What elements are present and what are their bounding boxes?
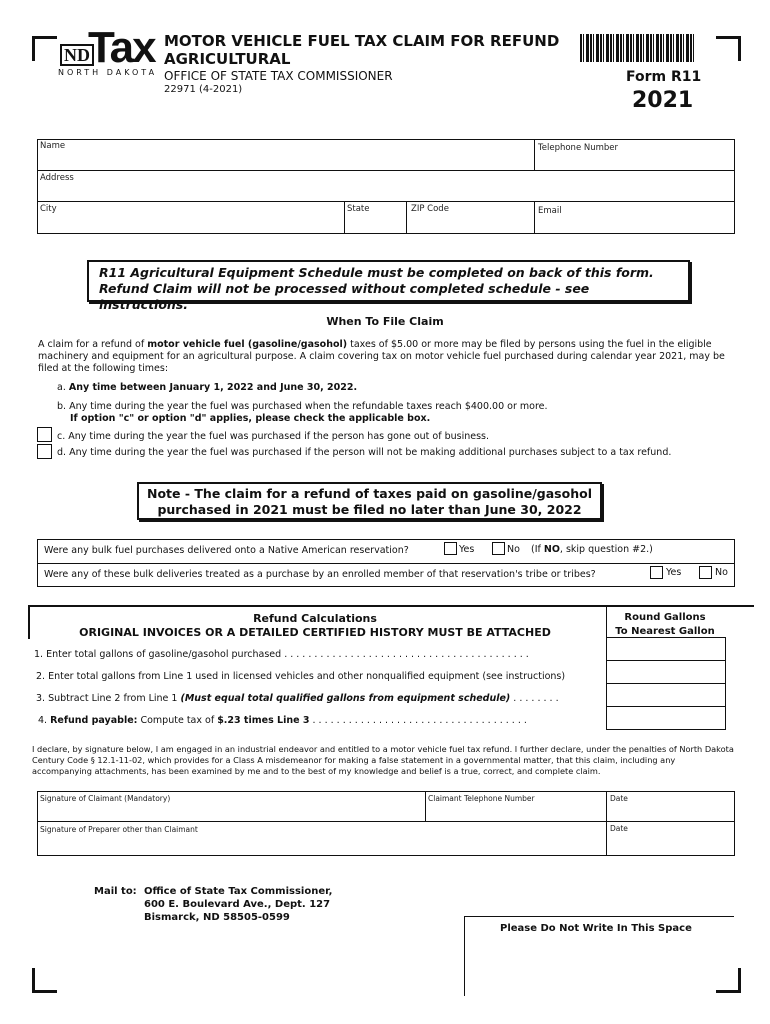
barcode-icon	[580, 34, 696, 62]
option-c-checkbox[interactable]	[37, 427, 52, 442]
q2-yes-label: Yes	[666, 567, 682, 578]
claimant-date-field[interactable]: Date	[606, 791, 735, 822]
name-field[interactable]: Name	[37, 139, 535, 171]
q1-yes-checkbox[interactable]	[444, 542, 457, 555]
zip-code-field[interactable]: ZIP Code	[406, 201, 535, 234]
mail-to-address: Office of State Tax Commissioner, 600 E. Boulevard Ave., Dept. 127 Bismarck, ND 58505-0599	[144, 886, 333, 923]
option-b: b. Any time during the year the fuel was purchased when the refundable taxes reach $400.00 or more.	[57, 401, 548, 412]
claimant-signature-field[interactable]: Signature of Claimant (Mandatory)	[37, 791, 426, 822]
option-b-note: If option "c" or option "d" applies, please check the applicable box.	[70, 413, 431, 424]
form-number: 22971 (4-2021)	[164, 84, 243, 95]
line-3-input[interactable]	[606, 683, 726, 707]
schedule-required-notice: R11 Agricultural Equipment Schedule must be completed on back of this form. Refund Claim will not be processed without completed schedule - see instructions.	[87, 260, 690, 302]
preparer-signature-field[interactable]: Signature of Preparer other than Claimant	[37, 821, 607, 856]
refund-heading: Refund Calculations	[253, 612, 377, 625]
refund-section-rule	[28, 605, 754, 607]
email-field[interactable]: Email	[534, 201, 735, 234]
q2-no-checkbox[interactable]	[699, 566, 712, 579]
tax-logo-text: Tax	[88, 23, 155, 72]
office-use-notice: Please Do Not Write In This Space	[500, 923, 692, 934]
question-2: Were any of these bulk deliveries treated as a purchase by an enrolled member of that reservation's tribe or tribes?	[44, 569, 596, 580]
preparer-date-field[interactable]: Date	[606, 821, 735, 856]
line-2-label: 2. Enter total gallons from Line 1 used in licensed vehicles and other nonqualified equipment (see instructions)	[36, 671, 566, 682]
line-1-input[interactable]	[606, 637, 726, 661]
logo-subtitle: NORTH DAKOTA	[58, 68, 158, 77]
line-4-input[interactable]	[606, 706, 726, 730]
q2-no-label: No	[715, 567, 728, 578]
option-a: a. Any time between January 1, 2022 and June 30, 2022.	[57, 382, 358, 393]
registration-mark-top-right	[716, 36, 741, 61]
office-use-top-rule	[464, 916, 734, 917]
claimant-phone-field[interactable]: Claimant Telephone Number	[425, 791, 607, 822]
when-to-file-heading: When To File Claim	[326, 315, 444, 328]
registration-mark-top-left	[32, 36, 57, 61]
option-d-checkbox[interactable]	[37, 444, 52, 459]
office-name: OFFICE OF STATE TAX COMMISSIONER	[164, 69, 393, 83]
line-3-label: 3. Subtract Line 2 from Line 1 (Must equal total qualified gallons from equipment schedule) . . . . . . . .	[36, 693, 559, 704]
state-field[interactable]: State	[344, 201, 407, 234]
q2-yes-checkbox[interactable]	[650, 566, 663, 579]
registration-mark-bottom-right	[716, 968, 741, 993]
question-divider	[37, 563, 735, 564]
refund-section-left-rule	[28, 605, 30, 639]
q1-yes-label: Yes	[459, 544, 475, 555]
filing-deadline-note: Note - The claim for a refund of taxes paid on gasoline/gasohol purchased in 2021 must be filed no later than June 30, 2022	[137, 482, 602, 520]
gallons-column-rule	[606, 607, 607, 638]
city-field[interactable]: City	[37, 201, 345, 234]
q1-skip-instruction: (If NO, skip question #2.)	[531, 544, 653, 555]
office-use-left-rule	[464, 916, 465, 996]
nd-logo-mark: ND	[60, 44, 94, 66]
line-4-label: 4. Refund payable: Compute tax of $.23 times Line 3 . . . . . . . . . . . . . . . . . . . . . . . . . . . . . . . . . . . .	[38, 715, 527, 726]
q1-no-label: No	[507, 544, 520, 555]
option-d: d. Any time during the year the fuel was purchased if the person will not be making additional purchases subject to a tax refund.	[57, 447, 672, 458]
address-field[interactable]: Address	[37, 170, 735, 202]
mail-to-label: Mail to:	[94, 886, 137, 897]
option-c: c. Any time during the year the fuel was purchased if the person has gone out of business.	[57, 431, 490, 442]
gallons-column-heading: Round Gallons To Nearest Gallon	[615, 612, 715, 637]
question-1: Were any bulk fuel purchases delivered onto a Native American reservation?	[44, 545, 409, 556]
tax-year: 2021	[632, 88, 694, 113]
when-to-file-intro: A claim for a refund of motor vehicle fuel (gasoline/gasohol) taxes of $5.00 or more may be filed by persons using the fuel in the eligible machinery and equipment for an agricultural purpose. A claim covering tax on motor vehicle fuel purchased during calendar year 2021, may be filed at the following times:	[38, 339, 725, 374]
form-name: Form R11	[626, 69, 702, 85]
line-2-input[interactable]	[606, 660, 726, 684]
registration-mark-bottom-left	[32, 968, 57, 993]
form-title: MOTOR VEHICLE FUEL TAX CLAIM FOR REFUND AGRICULTURAL	[164, 32, 560, 68]
line-1-label: 1. Enter total gallons of gasoline/gasohol purchased . . . . . . . . . . . . . . . . . . . . . . . . . . . . . . . . . . . . . . . . .	[34, 649, 529, 660]
q1-no-checkbox[interactable]	[492, 542, 505, 555]
declaration-text: I declare, by signature below, I am engaged in an industrial endeavor and entitled to a motor vehicle fuel tax refund. I further declare, under the penalties of North Dakota Century Code § 12.1-11-02, which provides for a Class A misdemeanor for making a false statement in a governmental matter, that this claim, including any accompanying attachments, has been examined by me and to the best of my knowledge and belief is a true, correct, and complete claim.	[32, 744, 734, 776]
telephone-field[interactable]: Telephone Number	[534, 139, 735, 171]
refund-subheading: ORIGINAL INVOICES OR A DETAILED CERTIFIED HISTORY MUST BE ATTACHED	[79, 626, 551, 639]
